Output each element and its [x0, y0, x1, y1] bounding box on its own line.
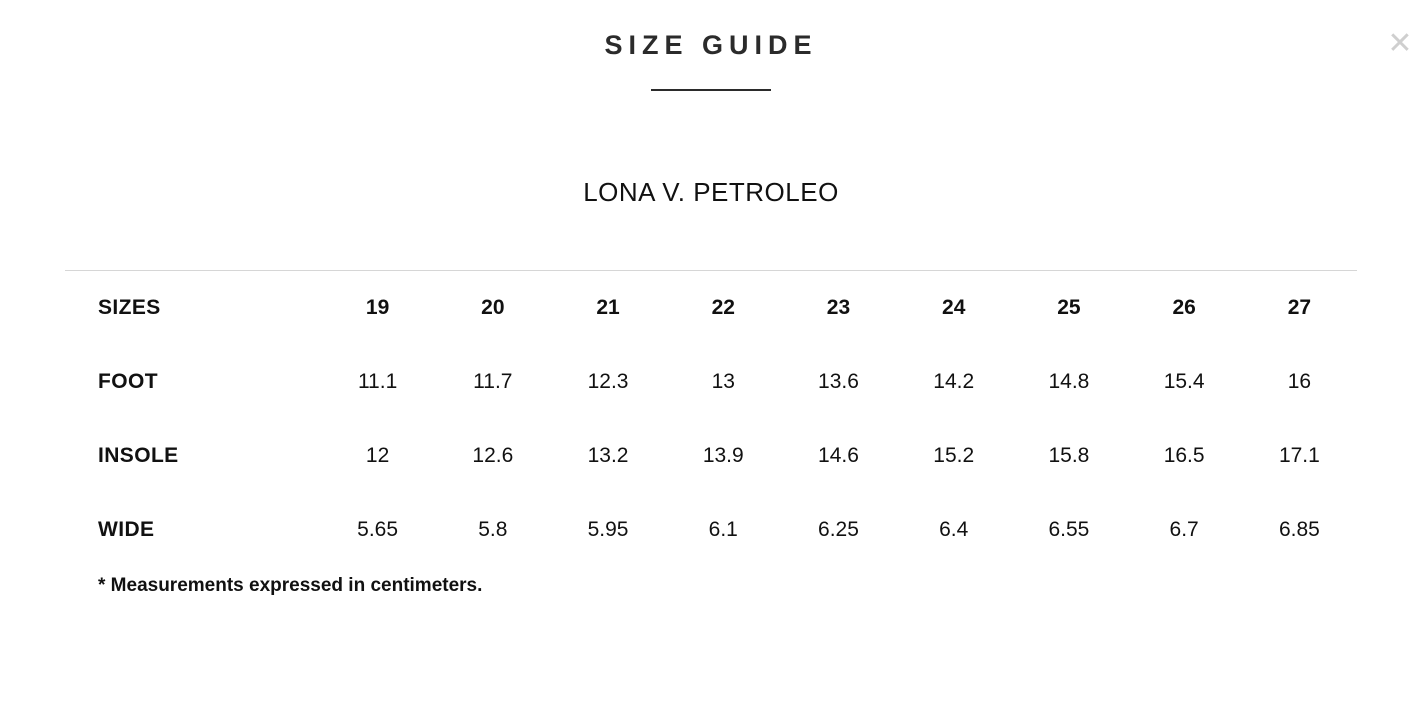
column-header: 19: [365, 296, 390, 319]
column-header: 27: [1287, 296, 1312, 319]
column-header: 20: [481, 296, 505, 319]
table-row: [65, 493, 1357, 567]
table-cell: 16.5: [1163, 444, 1205, 467]
product-name: LONA V. PETROLEO: [583, 177, 839, 207]
table-row: [65, 419, 1357, 493]
size-chart-table: [65, 271, 1357, 567]
column-header: 24: [942, 296, 966, 319]
column-header: 26: [1172, 296, 1196, 319]
table-cell: 11.7: [473, 370, 513, 393]
column-header: 23: [826, 296, 851, 319]
table-cell: 5.8: [478, 518, 508, 541]
table-cell: 5.95: [587, 518, 629, 541]
table-cell: 6.7: [1169, 518, 1199, 541]
table-cell: 15.8: [1048, 444, 1090, 467]
table-cell: 14.6: [818, 444, 859, 467]
table-cell: 17.1: [1278, 444, 1320, 467]
table-cell: 6.1: [708, 518, 738, 541]
table-cell: 6.25: [818, 518, 859, 541]
column-header: 22: [711, 296, 735, 319]
table-cell: 13: [711, 370, 735, 393]
table-row: [65, 345, 1357, 419]
row-label: WIDE: [98, 518, 155, 541]
title-underline: [651, 89, 771, 91]
table-cell: 15.4: [1163, 370, 1205, 393]
table-cell: 6.55: [1048, 518, 1090, 541]
table-cell: 11.1: [357, 370, 398, 393]
table-cell: 12.3: [587, 370, 629, 393]
table-cell: 6.4: [939, 518, 969, 541]
column-header: 25: [1057, 296, 1081, 319]
table-cell: 5.65: [357, 518, 399, 541]
measurement-note: * Measurements expressed in centimeters.: [98, 575, 483, 596]
table-cell: 14.2: [933, 370, 975, 393]
table-cell: 16: [1287, 370, 1312, 393]
table-cell: 13.6: [818, 370, 859, 393]
table-cell: 12.6: [472, 444, 514, 467]
table-cell: 6.85: [1278, 518, 1320, 541]
sizes-header: SIZES: [98, 296, 161, 319]
table-cell: 14.8: [1048, 370, 1090, 393]
table-cell: 15.2: [933, 444, 975, 467]
column-header: 21: [596, 296, 620, 319]
page-title: SIZE GUIDE: [604, 30, 818, 60]
row-label: FOOT: [98, 370, 158, 393]
table-cell: 13.2: [587, 444, 629, 467]
close-icon[interactable]: ✕: [1387, 27, 1413, 60]
row-label: INSOLE: [98, 444, 179, 467]
table-header-row: [65, 271, 1357, 345]
table-cell: 13.9: [702, 444, 744, 467]
table-cell: 12: [365, 444, 390, 467]
